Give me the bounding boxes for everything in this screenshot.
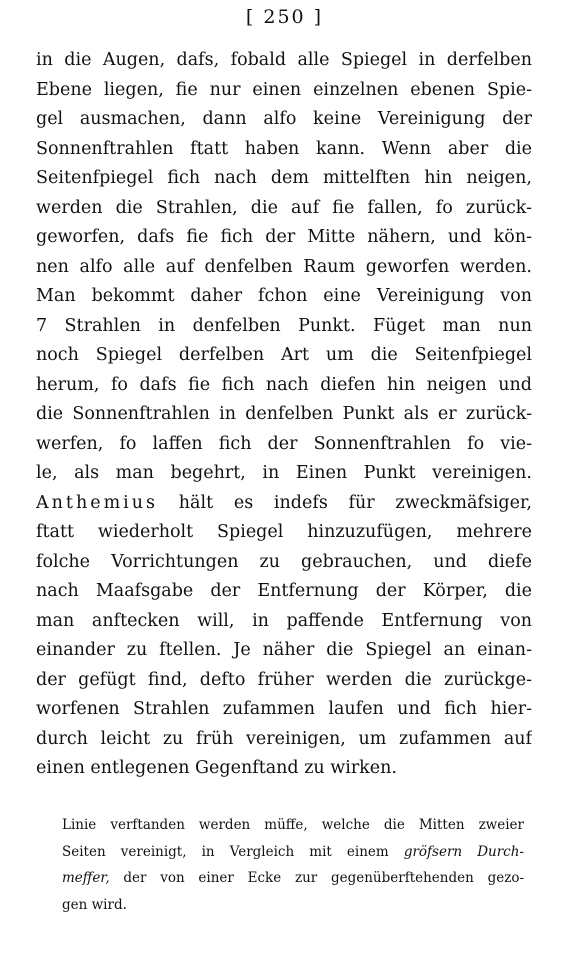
main-text <box>36 46 532 784</box>
text-line: nen alfo alle auf denfelben Raum geworfen werden. <box>36 256 532 277</box>
text-line: herum, fo dafs fie fich nach diefen hin neigen und <box>36 374 532 395</box>
text-line: Seitenfpiegel fich nach dem mittelften hin neigen, <box>36 168 532 188</box>
text-line: le, als man begehrt, in Einen Punkt vereinigen. <box>36 463 532 483</box>
text-line: ftatt wiederholt Spiegel hinzuzufügen, mehrere <box>36 522 532 542</box>
text-line-rest: hält es indefs für zweckmäfsiger, <box>178 492 532 513</box>
text-line: folche Vorrichtungen zu gebrauchen, und diefe <box>36 551 532 572</box>
footnote-line: gen wird. <box>62 896 127 913</box>
text-line: Man bekommt daher fchon eine Vereinigung von <box>36 286 532 306</box>
page-number: [ 250 ] <box>245 6 324 28</box>
text-line: werden die Strahlen, die auf fie fallen, fo zurück- <box>36 197 532 218</box>
text-line: man anftecken will, in paffende Entfernung von <box>36 610 532 631</box>
text-line: gel ausmachen, dann alfo keine Vereinigung der <box>36 109 532 129</box>
text-line-with-name <box>36 489 532 519</box>
text-line: durch leicht zu früh vereinigen, um zufammen auf <box>36 728 532 749</box>
text-line: die Sonnenftrahlen in denfelben Punkt als er zurück- <box>36 404 532 424</box>
text-line: Sonnenftrahlen ftatt haben kann. Wenn aber die <box>36 138 532 159</box>
text-line: einander zu ftellen. Je näher die Spiegel an einan- <box>36 640 532 660</box>
text-line: der gefügt find, defto früher werden die zurückge- <box>36 669 532 690</box>
text-line: in die Augen, dafs, fobald alle Spiegel in derfelben <box>36 50 532 70</box>
text-line: nach Maafsgabe der Entfernung der Körper, die <box>36 581 532 601</box>
footnote-line: Linie verftanden werden müffe, welche die Mitten zweier <box>62 817 524 833</box>
text-line: werfen, fo laffen fich der Sonnenftrahlen fo vie- <box>36 433 532 454</box>
footnote-line <box>62 839 524 866</box>
text-line: Ebene liegen, fie nur einen einzelnen ebenen Spie- <box>36 79 532 100</box>
footnote-italic: meffer, <box>62 870 110 886</box>
text-line: 7 Strahlen in denfelben Punkt. Füget man nun <box>36 315 532 336</box>
text-line: geworfen, dafs fie fich der Mitte nähern, und kön- <box>36 227 532 247</box>
text-line: worfenen Strahlen zufammen laufen und fich hier- <box>36 699 532 719</box>
footnote-text: Seiten vereinigt, in Vergleich mit einem <box>62 843 389 860</box>
footnote-italic: gröfsern Durch- <box>403 843 524 860</box>
footnote-line <box>62 865 524 892</box>
footnote-text: der von einer Ecke zur gegenüberftehenden gezo- <box>123 870 524 886</box>
spaced-name: Anthemius <box>36 492 159 513</box>
footnote <box>62 812 524 918</box>
text-line: noch Spiegel derfelben Art um die Seitenfpiegel <box>36 345 532 365</box>
text-line: einen entlegenen Gegenftand zu wirken. <box>36 758 397 778</box>
